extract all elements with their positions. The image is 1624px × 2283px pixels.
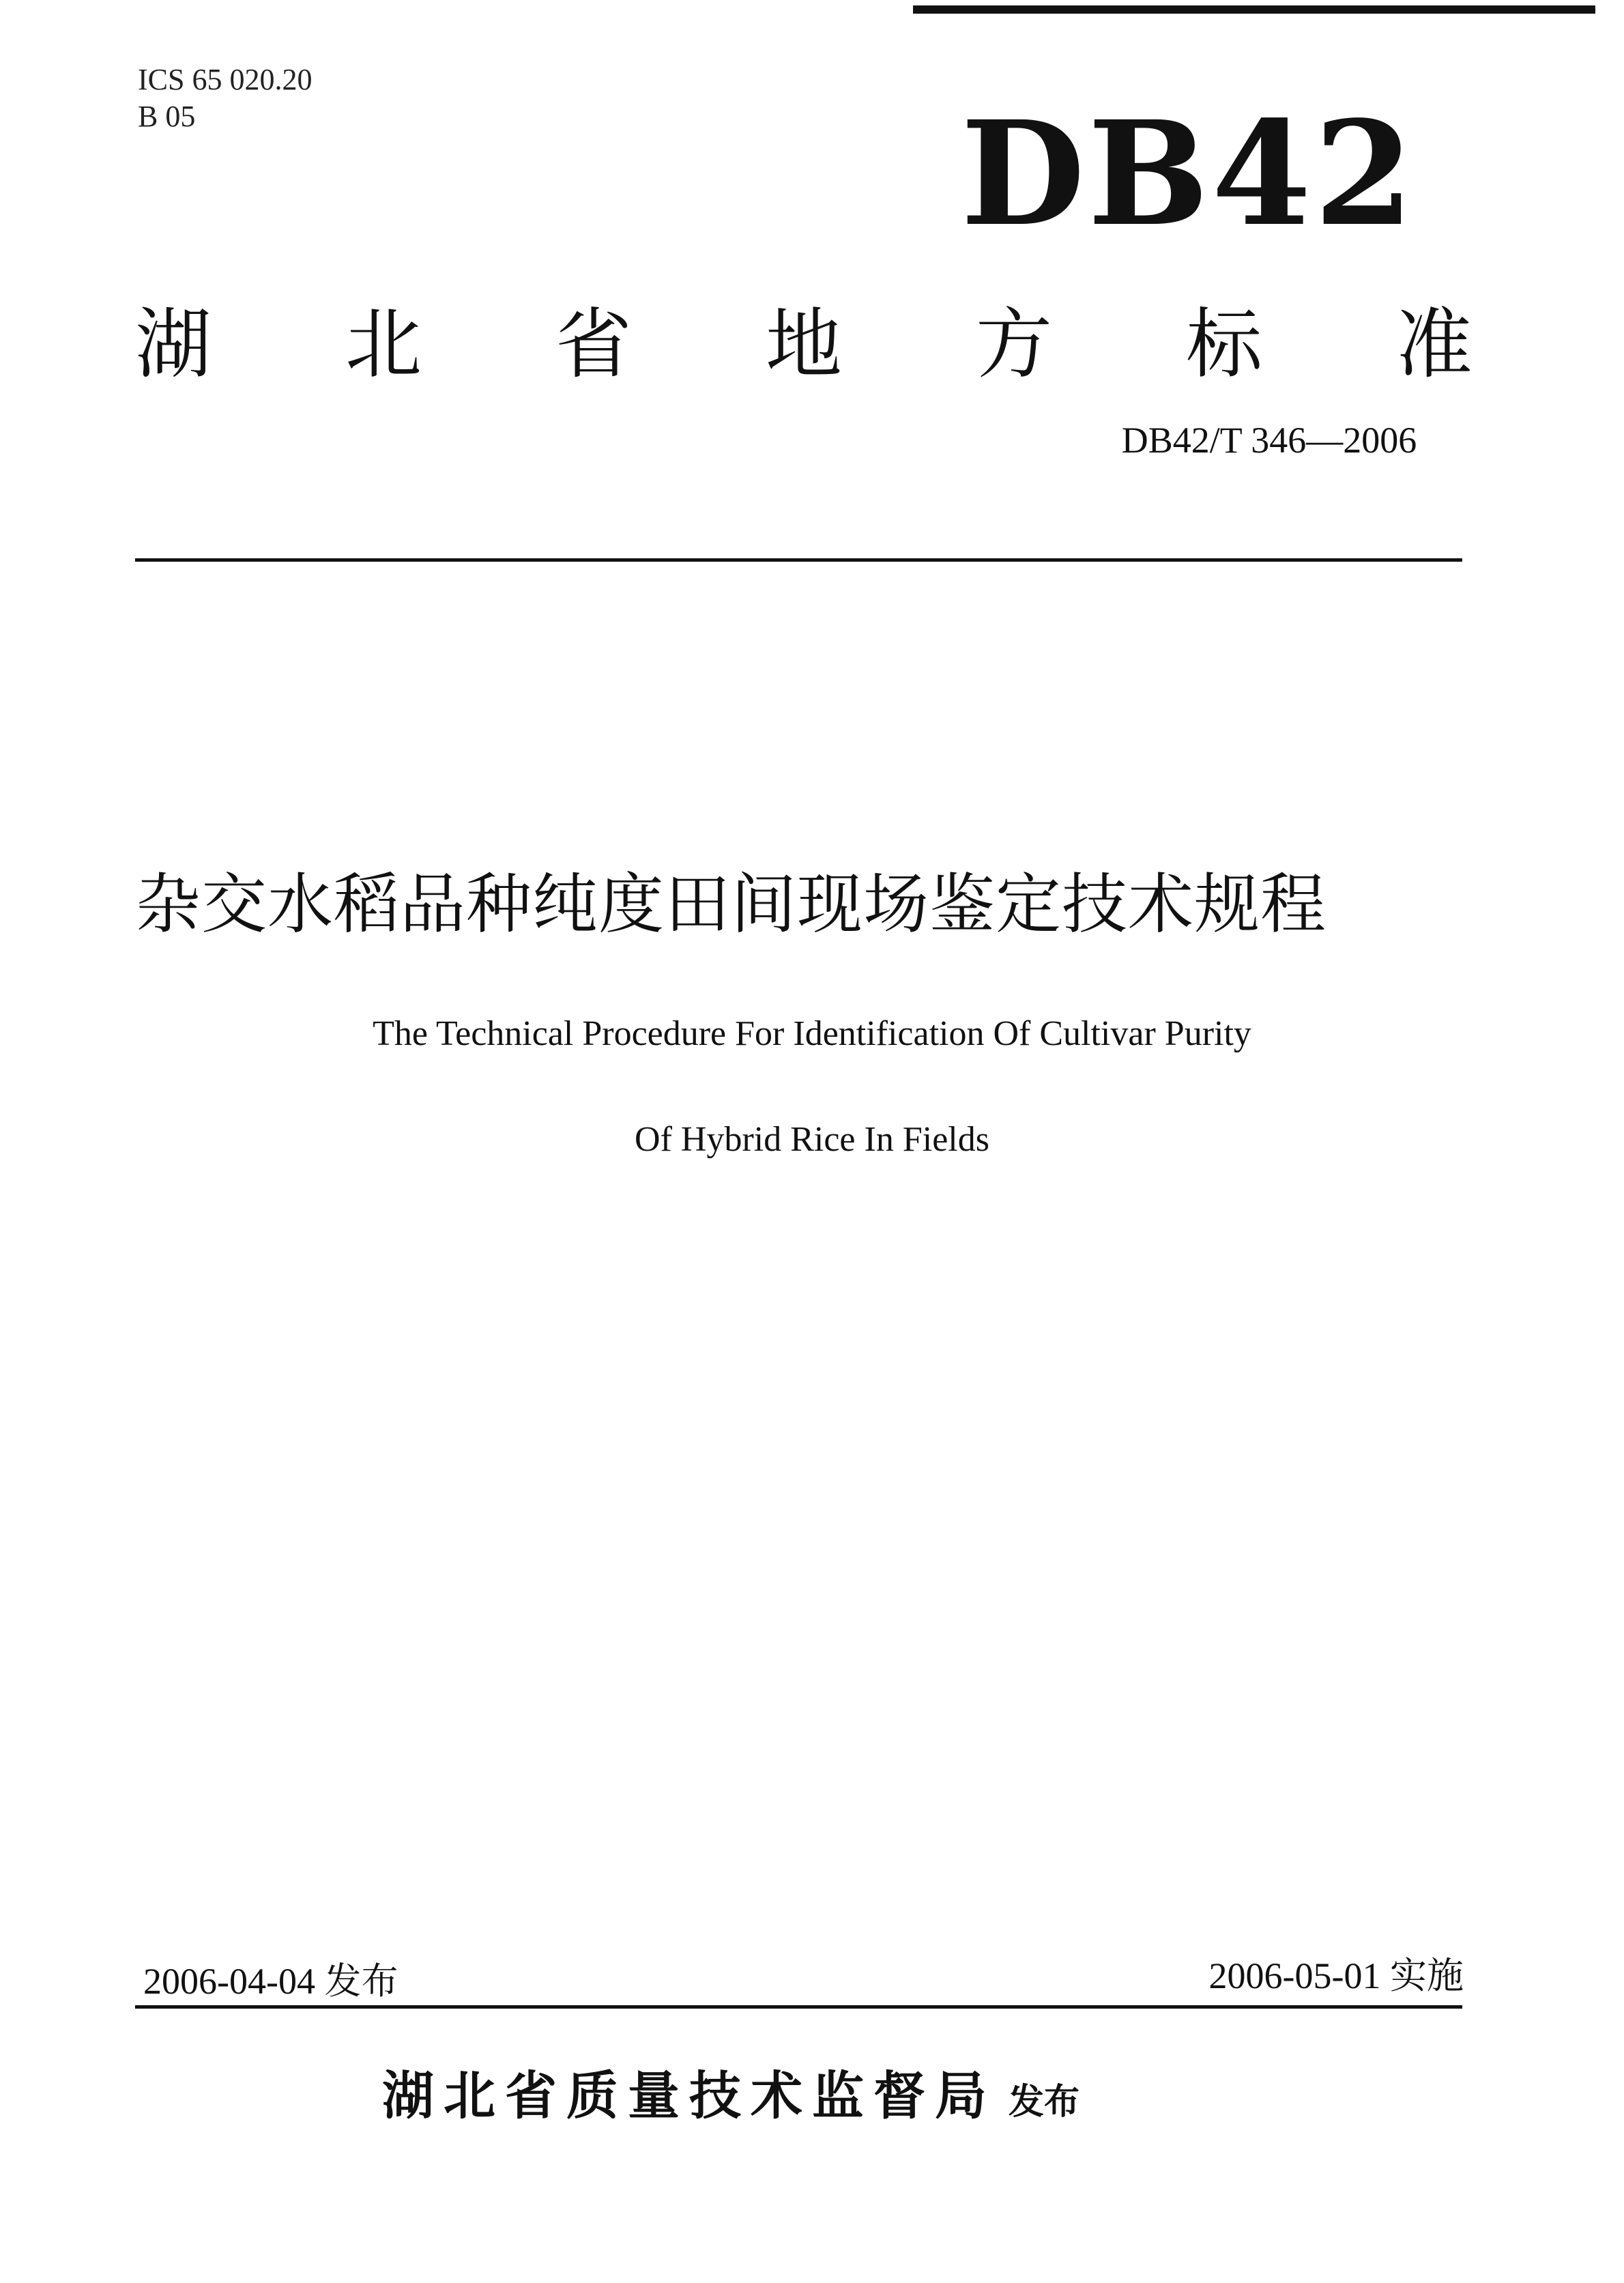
implementation-date: 2006-05-01 实施 [1208, 1955, 1464, 1996]
standard-category-title [135, 287, 1473, 389]
standard-number: DB42/T 346—2006 [1121, 420, 1417, 461]
category-char: 方 [976, 300, 1052, 389]
issue-date: 2006-04-04 发布 [143, 1961, 398, 2002]
header-divider [135, 558, 1462, 562]
top-rule [913, 5, 1595, 14]
category-char: 标 [1186, 300, 1262, 389]
category-char: 准 [1396, 300, 1473, 389]
document-title-en-line1: The Technical Procedure For Identification Of Cultivar Purity [373, 1014, 1251, 1053]
document-title-zh: 杂交水稻品种纯度田间现场鉴定技术规程 [135, 866, 1326, 943]
category-char: 湖 [135, 300, 212, 389]
db42-logo: DB42 [961, 89, 1417, 258]
publisher [382, 2054, 1337, 2129]
category-char: 省 [555, 300, 632, 389]
category-char: 北 [345, 300, 422, 389]
publisher-suffix: 发布 [1009, 2081, 1080, 2123]
classification-codes [138, 61, 312, 135]
category-char: 地 [766, 300, 842, 389]
ccs-code: B 05 [138, 100, 196, 133]
document-title-en-line2: Of Hybrid Rice In Fields [635, 1120, 989, 1159]
ics-code: ICS 65 020.20 [138, 63, 313, 96]
publisher-name: 湖北省质量技术监督局 [382, 2065, 996, 2126]
footer-divider [135, 2005, 1462, 2009]
